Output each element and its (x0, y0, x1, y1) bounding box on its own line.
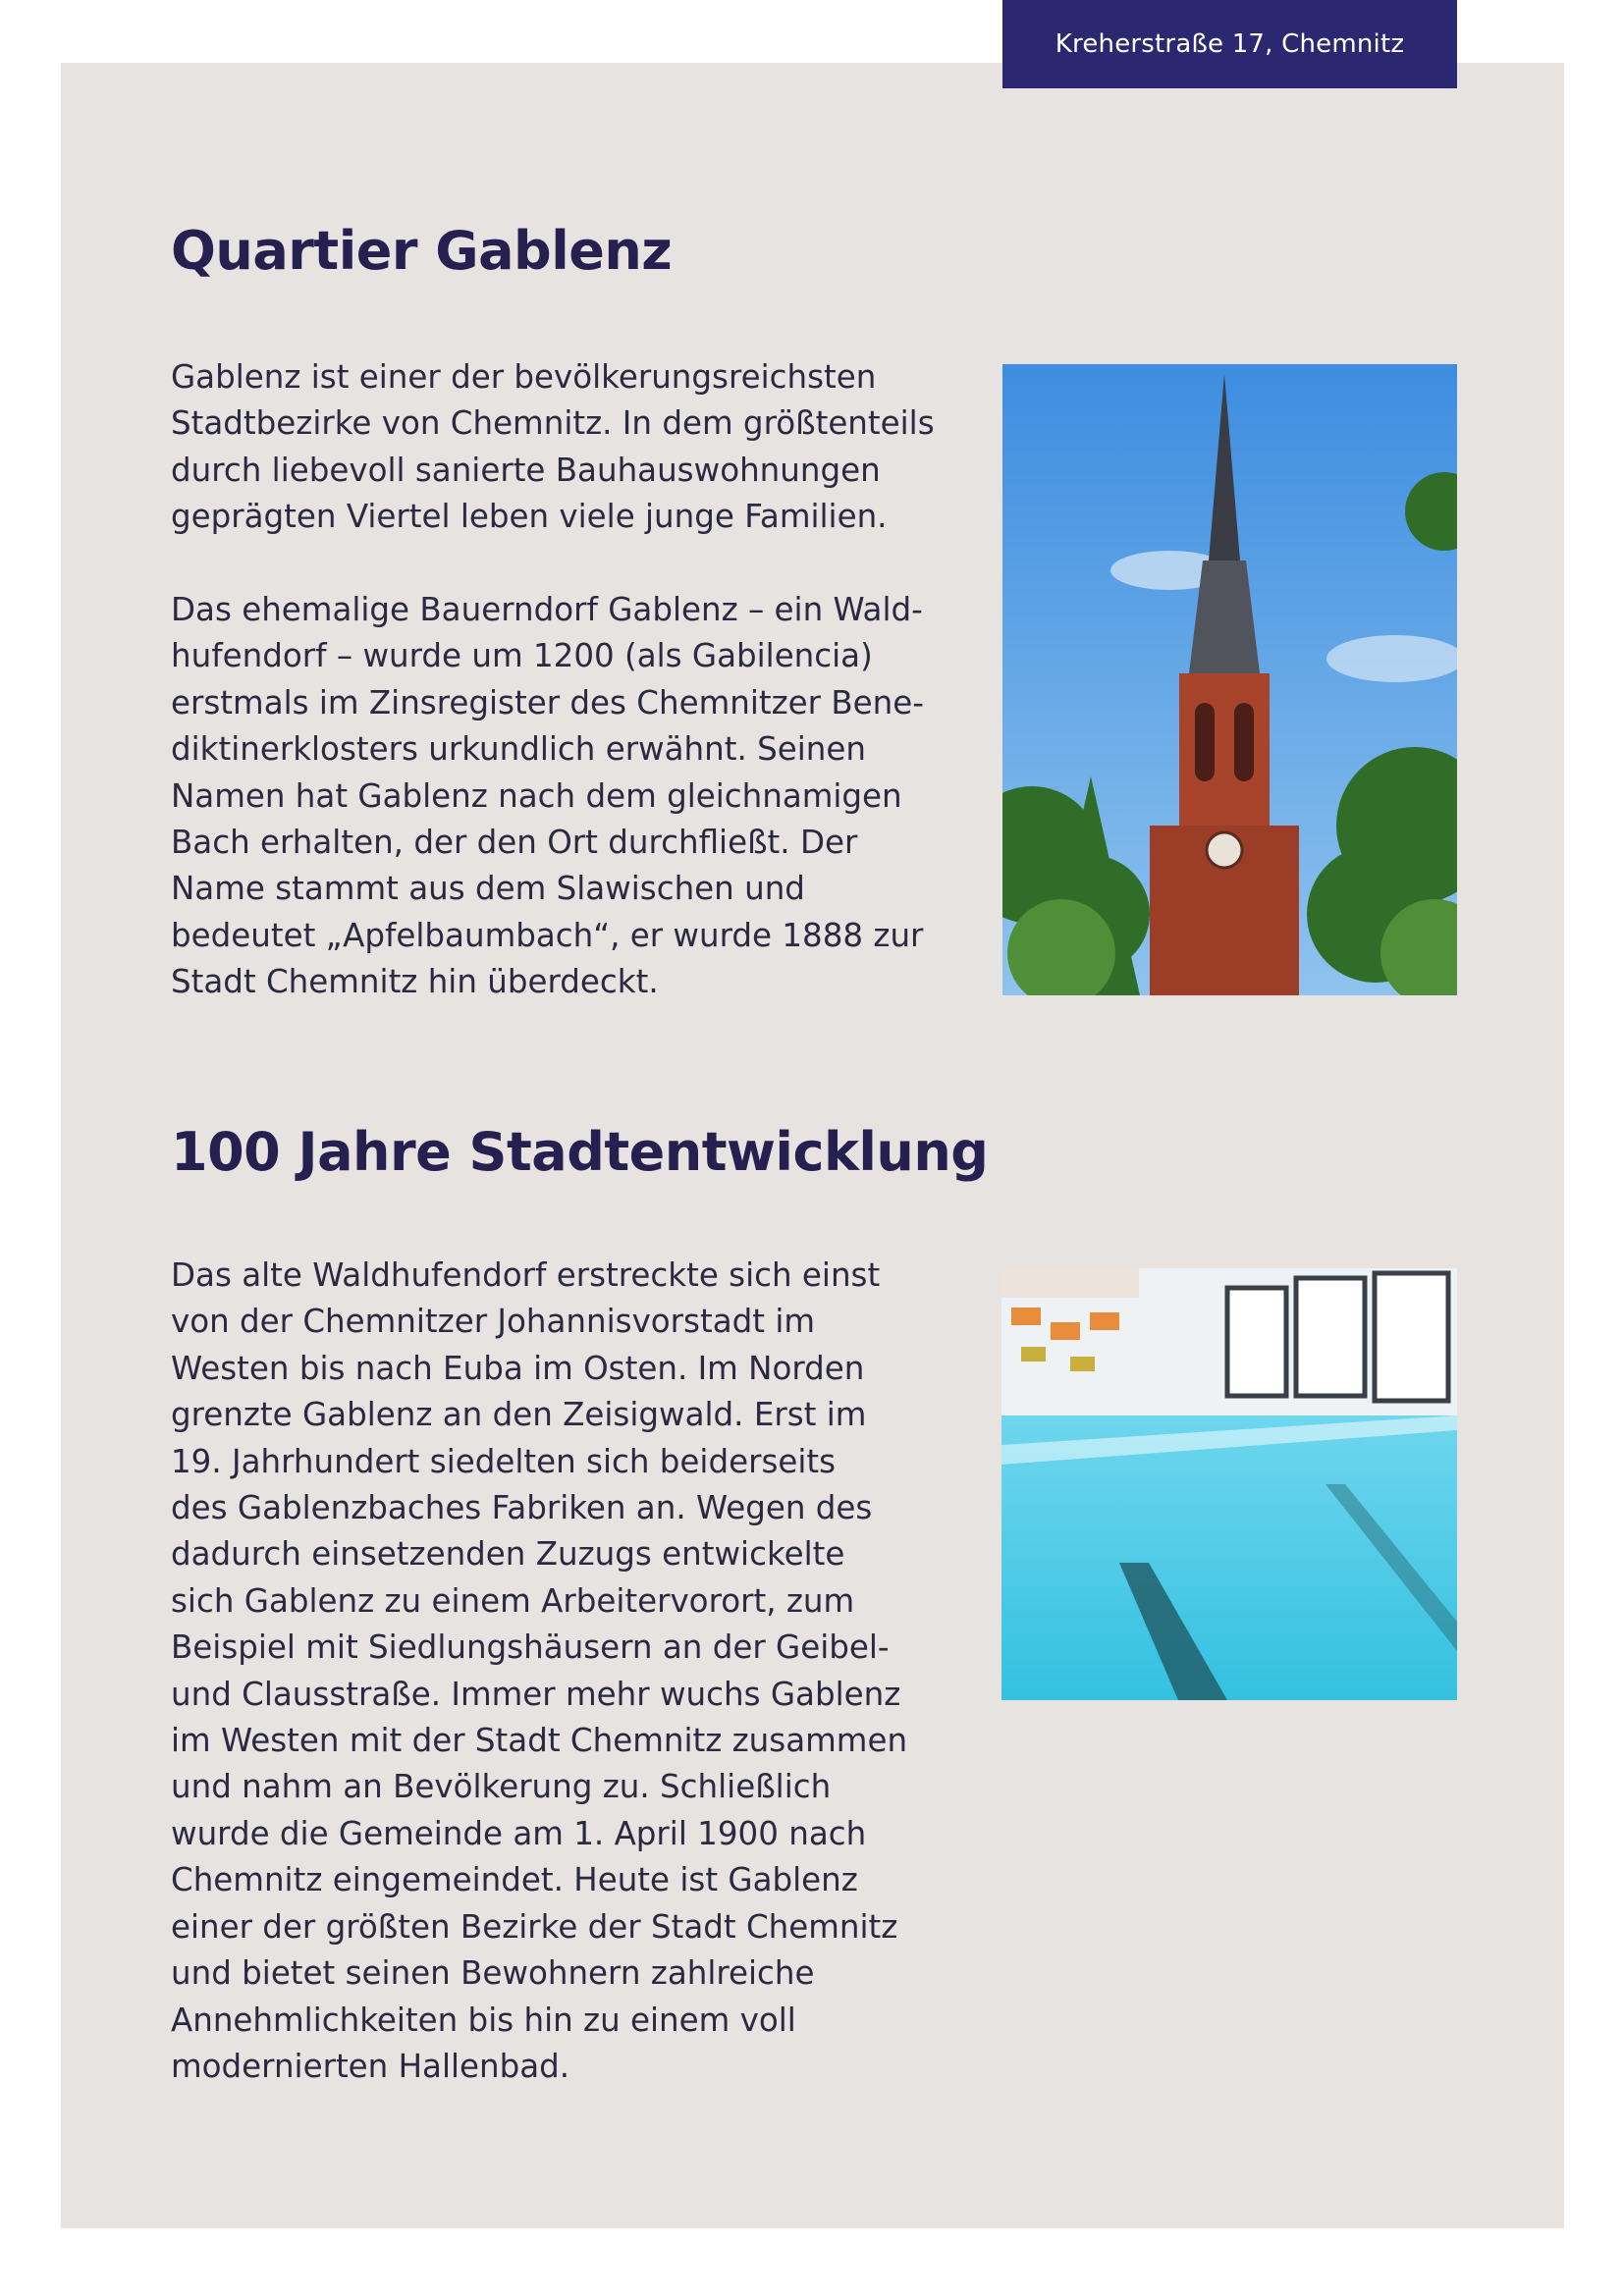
text-line: einer der größten Bezirke der Stadt Chemnitz (171, 1907, 898, 1946)
text-line: Gablenz ist einer der bevölkerungsreichsten (171, 358, 877, 396)
text-line: Das ehemalige Bauerndorf Gablenz – ein Wald- (171, 591, 923, 628)
paragraph-history (171, 587, 924, 1006)
church-photo (1002, 364, 1457, 995)
text-line: grenzte Gablenz an den Zeisigwald. Erst im (171, 1396, 867, 1434)
text-line: Westen bis nach Euba im Osten. Im Norden (171, 1349, 865, 1387)
swimming-pool-photo (1001, 1268, 1457, 1700)
text-line: von der Chemnitzer Johannisvorstadt im (171, 1303, 816, 1341)
section-title-stadtentwicklung: 100 Jahre Stadtentwicklung (171, 1121, 989, 1183)
text-line: Das alte Waldhufendorf erstreckte sich einst (171, 1256, 881, 1294)
text-line: modernierten Hallenbad. (171, 2047, 570, 2085)
text-line: wurde die Gemeinde am 1. April 1900 nach (171, 1814, 867, 1852)
paragraph-intro (171, 354, 935, 541)
text-line: Bach erhalten, der den Ort durchfließt. Der (171, 824, 858, 862)
text-line: und Clausstraße. Immer mehr wuchs Gablenz (171, 1675, 901, 1713)
text-line: Chemnitz eingemeindet. Heute ist Gablenz (171, 1861, 858, 1899)
text-line: erstmals im Zinsregister des Chemnitzer Bene- (171, 683, 924, 721)
text-line: geprägten Viertel leben viele junge Familien. (171, 498, 888, 536)
text-line: des Gablenzbaches Fabriken an. Wegen des (171, 1489, 873, 1527)
text-line: diktinerklosters urkundlich erwähnt. Seinen (171, 730, 867, 769)
paragraph-development (171, 1253, 907, 2090)
text-line: und nahm an Bevölkerung zu. Schließlich (171, 1768, 832, 1806)
address-tab: Kreherstraße 17, Chemnitz (1002, 0, 1457, 88)
text-line: Stadtbezirke von Chemnitz. In dem größtenteils (171, 404, 935, 443)
section-title-quartier: Quartier Gablenz (171, 220, 673, 282)
text-line: sich Gablenz zu einem Arbeitervorort, zum (171, 1581, 855, 1620)
text-line: hufendorf – wurde um 1200 (als Gabilencia) (171, 637, 873, 675)
text-line: dadurch einsetzenden Zuzugs entwickelte (171, 1535, 845, 1574)
text-line: durch liebevoll sanierte Bauhauswohnungen (171, 451, 881, 489)
text-line: bedeutet „Apfelbaumbach“, er wurde 1888 zur (171, 916, 924, 954)
text-line: 19. Jahrhundert siedelten sich beiderseits (171, 1442, 837, 1480)
text-line: und bietet seinen Bewohnern zahlreiche (171, 1954, 815, 1993)
text-line: Annehmlichkeiten bis hin zu einem voll (171, 2001, 796, 2039)
text-line: Stadt Chemnitz hin überdeckt. (171, 963, 659, 1001)
text-line: im Westen mit der Stadt Chemnitz zusammen (171, 1722, 908, 1760)
text-line: Name stammt aus dem Slawischen und (171, 870, 805, 908)
text-line: Namen hat Gablenz nach dem gleichnamigen (171, 776, 902, 815)
text-line: Beispiel mit Siedlungshäusern an der Geibel- (171, 1629, 890, 1667)
